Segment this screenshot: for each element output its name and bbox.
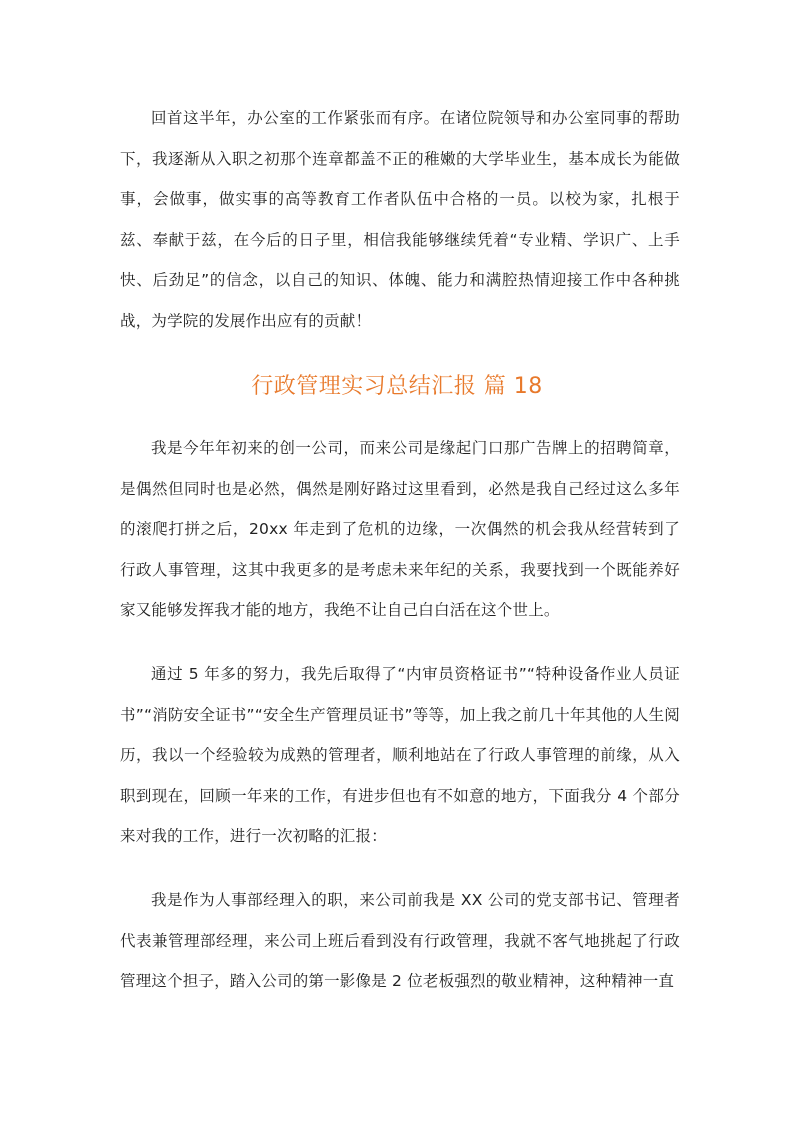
paragraph-intro-reflection: 回首这半年，办公室的工作紧张而有序。在诸位院领导和办公室同事的帮助下，我逐渐从入职之初那个连章都盖不正的稚嫩的大学毕业生，基本成长为能做事，会做事，做实事的高等教育工作者队伍中合格的一员。以校为家，扎根于兹、奉献于兹，在今后的日子里，相信我能够继续凭着“专业精、学识广、上手快、后劲足”的信念，以自己的知识、体魄、能力和满腔热情迎接工作中各种挑战，为学院的发展作出应有的贡献！ (120, 109, 680, 330)
paragraph-certificates: 通过 5 年多的努力，我先后取得了“内审员资格证书”“特种设备作业人员证书”“消防安全证书”“安全生产管理员证书”等等，加上我之前几十年其他的人生阅历，我以一个经验较为成熟的管理者，顺利地站在了行政人事管理的前缘，从入职到现在，回顾一年来的工作，有进步但也有不如意的地方，下面我分 4 个部分来对我的工作，进行一次初略的汇报： (120, 665, 680, 845)
paragraph-joining-company: 我是今年年初来的创一公司，而来公司是缘起门口那广告牌上的招聘简章，是偶然但同时也是必然，偶然是刚好路过这里看到，必然是我自己经过这么多年的滚爬打拼之后，20xx 年走到了危机的边缘，一次偶然的机会我从经营转到了行政人事管理，这其中我更多的是考虑未来年纪的关系，我要找到一个既能养好家又能够发挥我才能的地方，我绝不让自己白白活在这个世上。 (120, 439, 680, 619)
section-title: 行政管理实习总结汇报 篇 18 (251, 374, 543, 399)
paragraph-hr-manager-role: 我是作为人事部经理入的职，来公司前我是 XX 公司的党支部书记、管理者代表兼管理部经理，来公司上班后看到没有行政管理，我就不客气地挑起了行政管理这个担子，踏入公司的第一影像是 2 位老板强烈的敬业精神，这种精神一直 (120, 891, 680, 990)
